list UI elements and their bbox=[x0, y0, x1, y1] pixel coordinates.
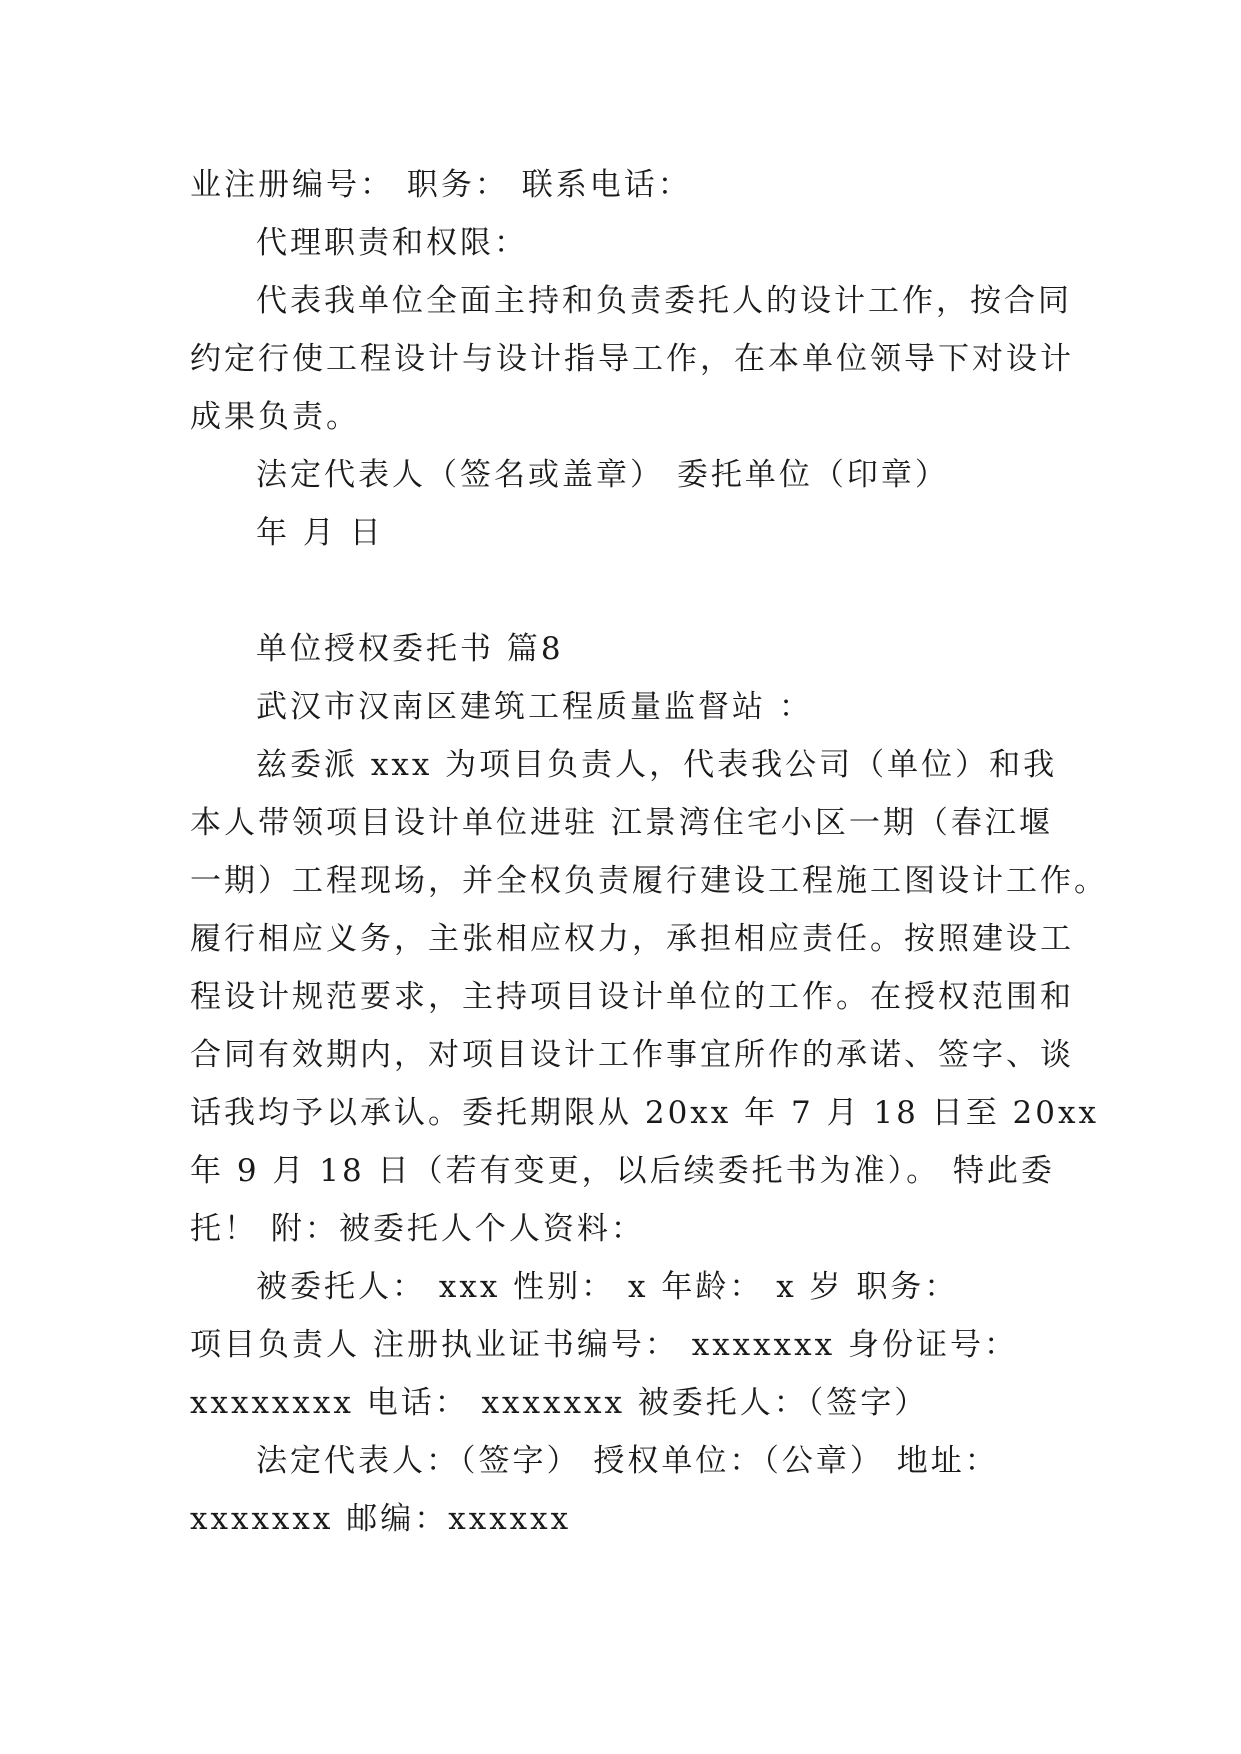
paragraph-line: 本人带领项目设计单位进驻 江景湾住宅小区一期（春江堰 bbox=[190, 805, 1053, 841]
recipient-line: 武汉市汉南区建筑工程质量监督站 ： bbox=[256, 689, 813, 725]
registration-line: 业注册编号： 职务： 联系电话： bbox=[190, 167, 692, 203]
paragraph-line: 年 9 月 18 日（若有变更，以后续委托书为准）。 特此委 bbox=[190, 1153, 1055, 1189]
paragraph-line: 成果负责。 bbox=[190, 399, 360, 435]
agent-info-line: 被委托人： xxx 性别： x 年龄： x 岁 职务： bbox=[256, 1269, 959, 1305]
date-line: 年 月 日 bbox=[256, 515, 384, 551]
paragraph-line: 话我均予以承认。委托期限从 20xx 年 7 月 18 日至 20xx bbox=[190, 1095, 1099, 1131]
paragraph-line: 合同有效期内，对项目设计工作事宜所作的承诺、签字、谈 bbox=[190, 1037, 1074, 1073]
agent-info-line: xxxxxxxx 电话： xxxxxxx 被委托人：（签字） bbox=[190, 1385, 929, 1421]
paragraph-line: 一期）工程现场，并全权负责履行建设工程施工图设计工作。 bbox=[190, 863, 1108, 899]
paragraph-line: 履行相应义务，主张相应权力，承担相应责任。按照建设工 bbox=[190, 921, 1074, 957]
paragraph-line: 托！ 附：被委托人个人资料： bbox=[190, 1211, 645, 1247]
signature-line: 法定代表人（签名或盖章） 委托单位（印章） bbox=[256, 457, 949, 493]
paragraph-line: 兹委派 xxx 为项目负责人，代表我公司（单位）和我 bbox=[256, 747, 1058, 783]
agent-duties-heading: 代理职责和权限： bbox=[256, 225, 528, 261]
agent-info-line: 项目负责人 注册执业证书编号： xxxxxxx 身份证号： bbox=[190, 1327, 1018, 1363]
legal-rep-line: 法定代表人：（签字） 授权单位：（公章） 地址： bbox=[256, 1443, 999, 1479]
postcode-line: xxxxxxx 邮编：xxxxxx bbox=[190, 1501, 572, 1537]
paragraph-line: 约定行使工程设计与设计指导工作，在本单位领导下对设计 bbox=[190, 341, 1074, 377]
section-title: 单位授权委托书 篇8 bbox=[256, 631, 564, 667]
paragraph-line: 代表我单位全面主持和负责委托人的设计工作，按合同 bbox=[256, 283, 1072, 319]
paragraph-line: 程设计规范要求，主持项目设计单位的工作。在授权范围和 bbox=[190, 979, 1074, 1015]
